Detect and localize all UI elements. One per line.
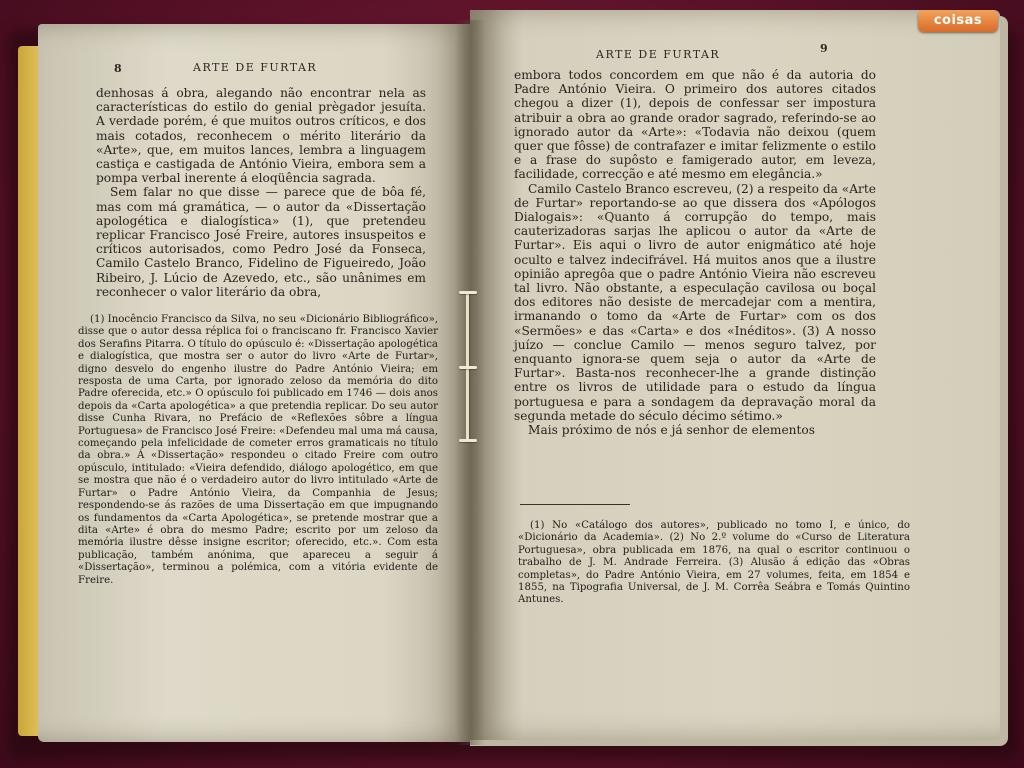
left-footnote-text: (1) Inocêncio Francisco da Silva, no seu «Dicionário Bibliográfico», disse que o autor dessa réplica foi o franciscano fr. Francisco Xavier dos Serafins Pitarra. O título do opúsculo é: «Dissertação apologética e dialogística, que mostra ser o autor do livro «Arte de Furtar», digno desvelo do engenho ilustre do Padre António Vieira; em resposta de uma Carta, por ignorado zeloso da memória do dito Padre oferecida, etc.» O opúsculo foi publicado em 1746 — dois anos depois da «Carta apologética» a que pretendia replicar. Do seu autor disse Cunha Rivara, no Prefácio de «Reflexões sôbre a língua Portuguesa» de Francisco José Freire: «Defendeu mal uma má causa, começando pela infelicidade de cometer erros gramaticais no título da obra.» Á «Dissertação» respondeu o citado Freire com outro opúsculo, intitulado: «Vieira defendido, diálogo apologético, em que se mostra que não é o verdadeiro autor do livro intitulado «Arte de Furtar» o Padre António Vieira, da Companhia de Jesus; respondendo-se ás razões de uma Dissertação em que impugnando os fundamentos da «Carta Apologética», se pretende mostrar que a dita «Arte» é obra do mesmo Padre; escrito por um zeloso da memória ilustre dêsse insigne escritor; oferecido, etc.». Com esta publicação, também anónima, que apareceu a seguir á «Dissertação», terminou a polémica, com a vitória evidente de Freire. xyxy=(78,314,438,586)
right-footnote-text: (1) No «Catálogo dos autores», publicado no tomo I, e único, do «Dicionário da Academia». (2) No 2.º volume do «Curso de Literatura Portuguesa», obra publicada em 1876, na qual o escritor continuou o trabalho de J. M. Andrade Ferreira. (3) Alusão á edição das «Obras completas», do Padre António Vieira, em 27 volumes, feita, em 1854 e 1855, na Tipografia Universal, de J. M. Corrêa Seábra e Tomás Quintino Antunes. xyxy=(518,520,910,606)
right-page-number: 9 xyxy=(820,42,828,55)
footnote-rule xyxy=(520,504,630,505)
binding-stitch-top xyxy=(459,291,477,294)
left-running-head: ARTE DE FURTAR xyxy=(193,61,318,74)
right-running-head: ARTE DE FURTAR xyxy=(596,48,721,61)
watermark-logo: coisas xyxy=(918,10,998,32)
right-page xyxy=(470,10,1000,740)
right-paragraph-2: Camilo Castelo Branco escreveu, (2) a respeito da «Arte de Furtar» reportando-se ao que dissera dos «Apólogos Dialogais»: «Quanto á corrupção do tempo, mais cauterizadoras sarjas lhe aplicou o autor da «Arte de Furtar». Eis aqui o livro de autor enigmático até hoje oculto e talvez indecifrável. Há muitos anos que a ilustre opinião apregôa que o padre António Vieira não escreveu tal livro. Não obstante, a especulação cavilosa ou boçal dos editores não desiste de mercadejar com a mentira, irmanando o tomo da «Arte de Furtar» com os dos «Sermões» e das «Carta» e dos «Inéditos». (3) A nosso juízo — conclue Camilo — menos seguro talvez, por enquanto ignora-se quem seja o autor da «Arte de Furtar». Basta-nos reconhecer-lhe a grande distinção entre os livros de utilidade para o estudo da língua portuguesa e para a sondagem da depravação moral da segunda metade do século décimo sétimo.» xyxy=(514,181,876,423)
left-body-text xyxy=(96,86,426,299)
right-footnote xyxy=(518,520,910,607)
binding-stitch-middle xyxy=(459,366,477,369)
left-footnote xyxy=(78,314,438,587)
left-page-number: 8 xyxy=(114,62,122,75)
right-body-text xyxy=(514,68,876,437)
binding-stitch-bottom xyxy=(459,439,477,442)
left-page xyxy=(38,24,470,742)
left-paragraph-2: Sem falar no que disse — parece que de bôa fé, mas com má gramática, — o autor da «Dissertação apologética e dialogística» (1), que pretendeu replicar Francisco José Freire, autores insuspeitos e críticos autorisados, como Pedro José da Fonseca, Camilo Castelo Branco, Fidelino de Figueiredo, João Ribeiro, J. Lúcio de Azevedo, etc., são unânimes em reconhecer o valor literário da obra, xyxy=(96,185,426,299)
left-paragraph-1: denhosas á obra, alegando não encontrar nela as características do estilo do genial prègador jesuíta. A verdade porém, é que muitos outros críticos, e dos mais cotados, reconhecem o mérito literário da «Arte», que, em muitos lances, lembra a linguagem castiça e castigada de António Vieira, embora sem a pompa verbal inerente á eloqüência sagrada. xyxy=(96,86,426,186)
right-paragraph-3: Mais próximo de nós e já senhor de elementos xyxy=(528,423,816,438)
book-gutter xyxy=(455,20,485,745)
right-paragraph-1: embora todos concordem em que não é da autoria do Padre António Vieira. O primeiro dos autores citados chegou a dizer (1), depois de confessar ser impostura atribuir a obra ao grande orador sagrado, referindo-se ao ignorado autor da «Arte»: «Todavia não deixou (quem quer que fôsse) de contrafazer e imitar felizmente o estilo e a frase do supôsto e famigerado autor, em leveza, facilidade, correcção e até mesmo em elegância.» xyxy=(514,68,876,182)
